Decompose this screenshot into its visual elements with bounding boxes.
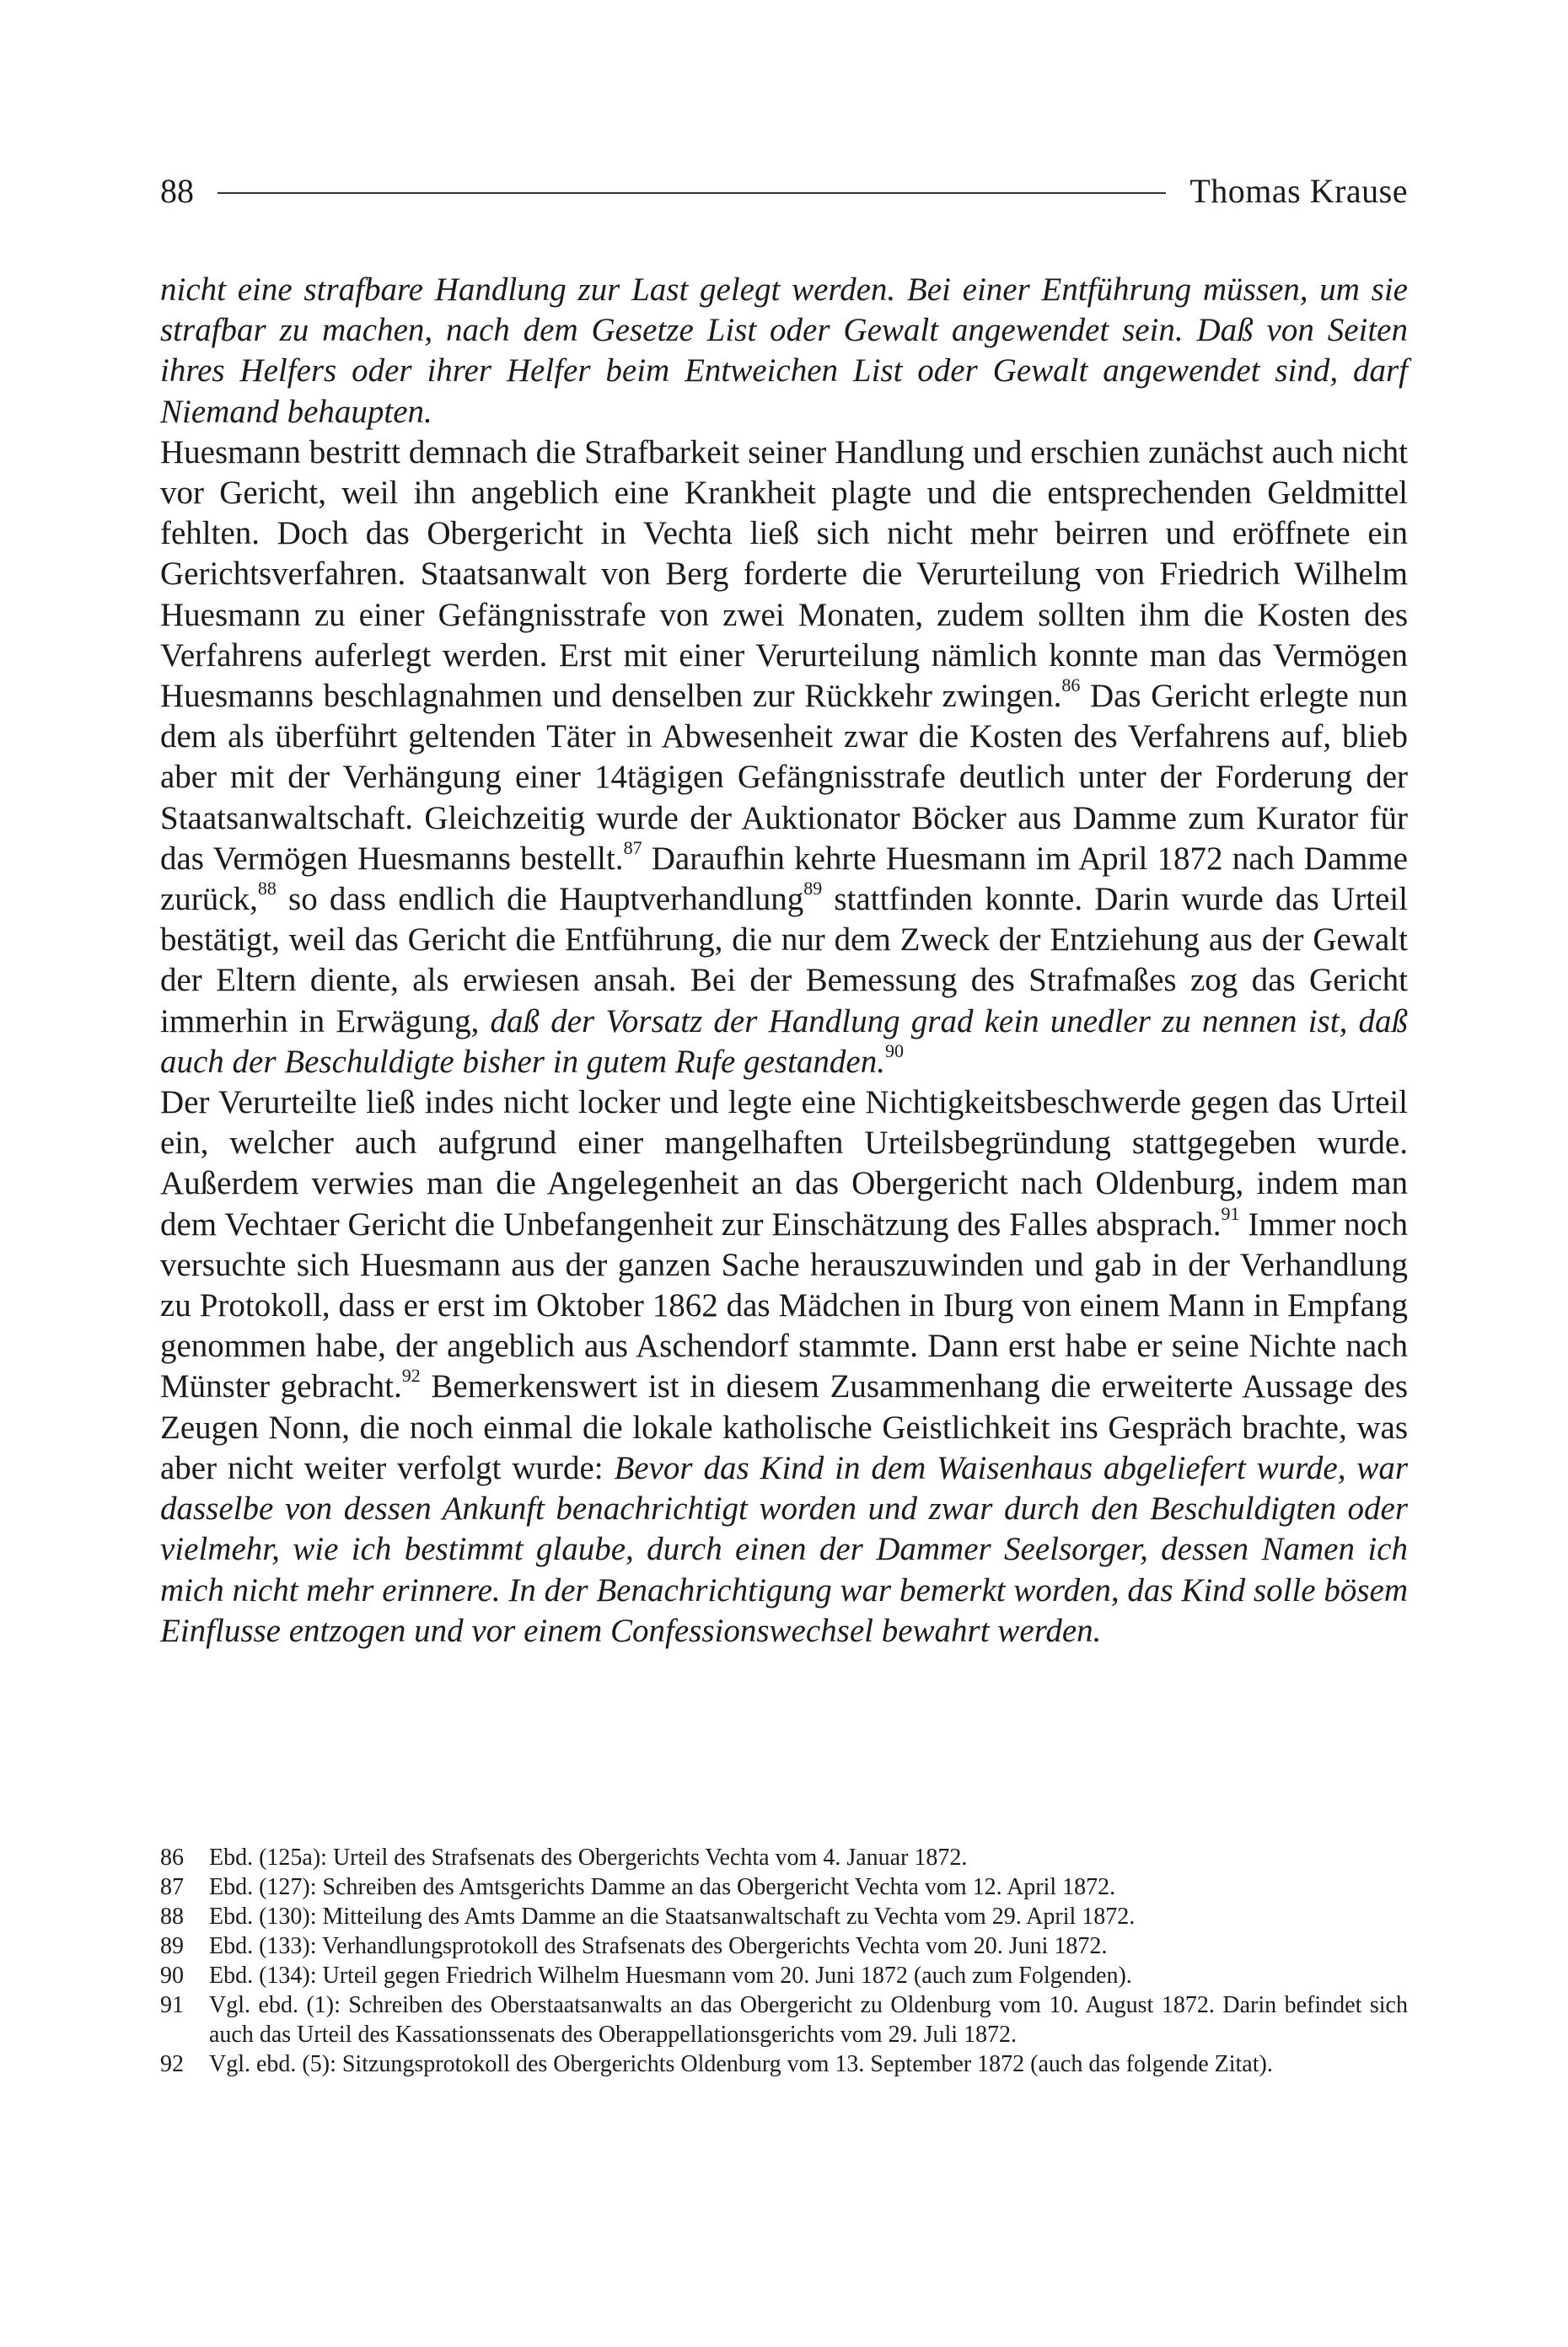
- text-run: Das Gericht erlegte nun dem als überführt geltenden Täter in Abwesenheit zwar die Kosten des Verfahrens auf, blieb aber mit der Verhängung einer 14tägigen Gefängnisstrafe deutlich unter der Forderung der Staatsanwaltschaft. Gleichzeitig wurde der Auktionator Böcker aus Damme zum Kurator für das Vermögen Huesmanns bestellt.: [160, 678, 1408, 877]
- footnote: [160, 1990, 1408, 2049]
- footnote-ref[interactable]: 87: [623, 836, 642, 858]
- footnote-number: 89: [160, 1933, 184, 1959]
- text-run: Bemerkenswert ist in diesem Zusammenhang die erweiterte Aussage des Zeugen Nonn, die noch einmal die lokale katholische Geistlichkeit ins Gespräch brachte, was aber nicht weiter verfolgt wurde:: [160, 1368, 1409, 1486]
- text-run: stattfinden konnte. Darin wurde das Urteil bestätigt, weil das Gericht die Entführung, die nur dem Zweck der Entziehung aus der Gewalt der Eltern diente, als erwiesen ansah. Bei der Bemessung des Strafmaßes zog das Gericht immerhin in Erwägung,: [160, 881, 1409, 1039]
- footnote-text: Ebd. (130): Mitteilung des Amts Damme an die Staatsanwaltschaft zu Vechta vom 29. April 1872.: [209, 1904, 1136, 1930]
- footnote-text: Vgl. ebd. (5): Sitzungsprotokoll des Obergerichts Oldenburg vom 13. September 1872 (auch das folgende Zitat).: [209, 2051, 1273, 2077]
- footnote-ref[interactable]: 86: [1061, 674, 1081, 696]
- paragraph-quote-continuation: [160, 270, 1408, 432]
- footnote-ref[interactable]: 91: [1221, 1202, 1240, 1224]
- paragraph: [160, 432, 1408, 1082]
- footnote-ref[interactable]: 88: [257, 878, 277, 900]
- footnote-ref[interactable]: 92: [401, 1365, 421, 1387]
- italic-quote: nicht eine strafbare Handlung zur Last gelegt werden. Bei einer Entführung müssen, um sie strafbar zu machen, nach dem Gesetze List oder Gewalt angewendet sein. Daß von Seiten ihres Helfers oder ihrer Helfer beim Entweichen List oder Gewalt angewendet sind, darf Niemand behaupten.: [160, 271, 1408, 430]
- paragraph: [160, 1082, 1408, 1651]
- footnote-text: Ebd. (134): Urteil gegen Friedrich Wilhelm Huesmann vom 20. Juni 1872 (auch zum Folgenden).: [209, 1963, 1132, 1989]
- italic-quote: Bevor das Kind in dem Waisenhaus abgeliefert wurde, war dasselbe von dessen Ankunft benachrichtigt worden und zwar durch den Beschuldigten oder vielmehr, wie ich bestimmt glaube, durch einen der Dammer Seelsorger, dessen Namen ich mich nicht mehr erinnere. In der Benachrichtigung war bemerkt worden, das Kind solle bösem Einflusse entzogen und vor einem Confessionswechsel bewahrt werden.: [160, 1449, 1408, 1649]
- footnote-number: 86: [160, 1845, 184, 1871]
- footnote-text: Ebd. (125a): Urteil des Strafsenats des Obergerichts Vechta vom 4. Januar 1872.: [209, 1845, 968, 1871]
- footnotes: [160, 1843, 1408, 2079]
- footnote-text: Ebd. (133): Verhandlungsprotokoll des Strafsenats des Obergerichts Vechta vom 20. Juni 1872.: [209, 1933, 1108, 1959]
- footnote-ref[interactable]: 90: [884, 1039, 904, 1061]
- footnote-number: 87: [160, 1874, 184, 1900]
- main-text: [160, 270, 1408, 1651]
- footnote: [160, 1843, 1408, 1872]
- text-run: Der Verurteilte ließ indes nicht locker und legte eine Nichtigkeitsbeschwerde gegen das Urteil ein, welcher auch aufgrund einer mangelhaften Urteilsbegründung stattgegeben wurde. Außerdem verwies man die Angelegenheit an das Obergericht nach Oldenburg, indem man dem Vechtaer Gericht die Unbefangenheit zur Einschätzung des Falles absprach.: [160, 1084, 1408, 1243]
- footnote-ref[interactable]: 89: [803, 878, 823, 900]
- running-header-author: Thomas Krause: [1189, 171, 1408, 210]
- footnote-number: 92: [160, 2051, 184, 2077]
- footnote: [160, 2049, 1408, 2079]
- footnote: [160, 1961, 1408, 1990]
- footnote: [160, 1902, 1408, 1931]
- text-run: so dass endlich die Hauptverhandlung: [276, 881, 804, 918]
- footnote-number: 90: [160, 1963, 184, 1989]
- text-run: Daraufhin kehrte Huesmann im April 1872 nach Damme zurück,: [160, 840, 1408, 918]
- page-number: 88: [160, 171, 194, 210]
- footnote-number: 88: [160, 1904, 184, 1930]
- footnote-text: Ebd. (127): Schreiben des Amtsgerichts Damme an das Obergericht Vechta vom 12. April 1872.: [209, 1874, 1116, 1900]
- italic-quote: daß der Vorsatz der Handlung grad kein unedler zu nennen ist, daß auch der Beschuldigte bisher in gutem Rufe gestanden.: [160, 1002, 1408, 1080]
- running-header: [160, 165, 1408, 216]
- text-run: Huesmann bestritt demnach die Strafbarkeit seiner Handlung und erschien zunächst auch nicht vor Gericht, weil ihn angeblich eine Krankheit plagte und die entsprechenden Geldmittel fehlten. Doch das Obergericht in Vechta ließ sich nicht mehr beirren und eröffnete ein Gerichtsverfahren. Staatsanwalt von Berg forderte die Verurteilung von Friedrich Wilhelm Huesmann zu einer Gefängnisstrafe von zwei Monaten, zudem sollten ihm die Kosten des Verfahrens auferlegt werden. Erst mit einer Verurteilung nämlich konnte man das Vermögen Huesmanns beschlagnahmen und denselben zur Rückkehr zwingen.: [160, 433, 1408, 715]
- text-run: Immer noch versuchte sich Huesmann aus der ganzen Sache herauszuwinden und gab in der Verhandlung zu Protokoll, dass er erst im Oktober 1862 das Mädchen in Iburg von einem Mann in Empfang genommen habe, der angeblich aus Aschendorf stammte. Dann erst habe er seine Nichte nach Münster gebracht.: [160, 1206, 1408, 1405]
- header-rule: [217, 192, 1166, 194]
- footnote-text: Vgl. ebd. (1): Schreiben des Oberstaatsanwalts an das Obergericht zu Oldenburg vom 10. August 1872. Darin befindet sich auch das Urteil des Kassationssenats des Oberappellationsgerichts vom 29. Juli 1872.: [209, 1992, 1408, 2048]
- footnote: [160, 1872, 1408, 1902]
- footnote-number: 91: [160, 1992, 184, 2018]
- footnote: [160, 1931, 1408, 1961]
